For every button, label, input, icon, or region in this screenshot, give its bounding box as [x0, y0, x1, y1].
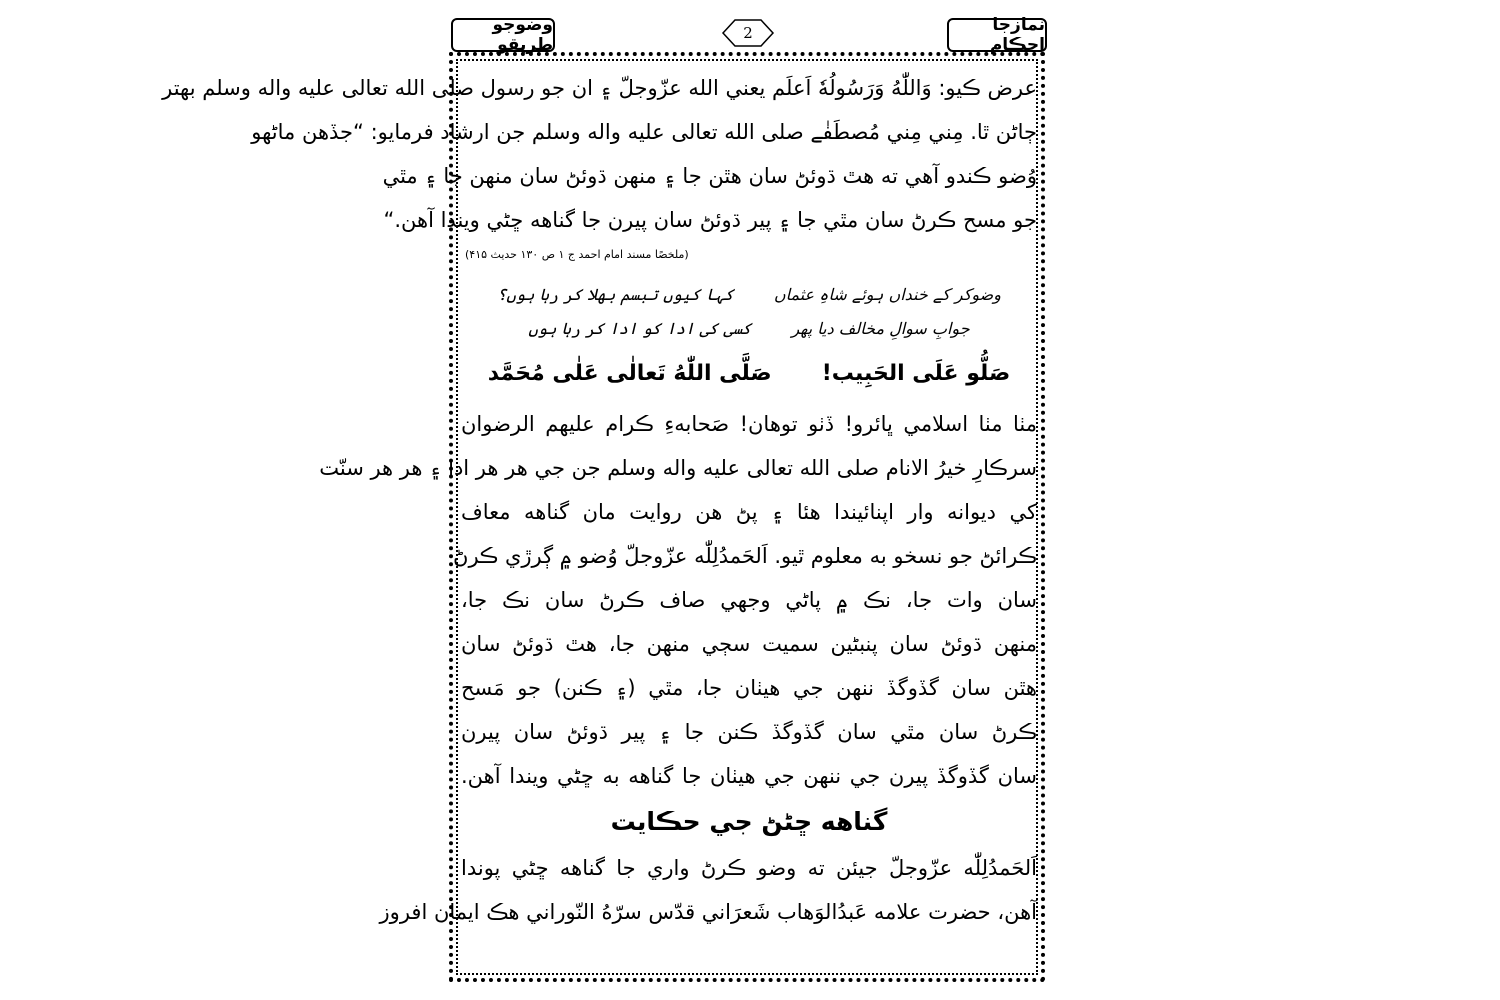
book-title-box: [947, 15, 1047, 55]
page-text: [162, 66, 1037, 934]
poem-misra-left: کسی کی ادا کو ادا کر رہا ہوں: [528, 319, 752, 338]
chapter-title-box: [451, 15, 555, 55]
hadith-reference: (ملخصًا مسند امام احمد ج ۱ ص ۱۳۰ حديث ۴۱۵): [465, 248, 689, 261]
chapter-title: وضوجو طريقو: [492, 15, 553, 55]
text-line: اَلحَمدُلِلّٰه عزّوجلّ جيئن ته وضو ڪرڻ واري جا گناهه ڇڻي پوندا: [461, 856, 1037, 880]
text-line: جو مسح ڪرڻ سان مٿي جا ۽ پير ڌوئڻ سان پيرن جا گناهه ڇڻي ويندا آهن.“: [383, 208, 1037, 232]
text-line: ڪرائڻ جو نسخو به معلوم ٿيو. اَلحَمدُلِلّٰه عزّوجلّ وُضو ۾ ڳرڙي ڪرڻ: [453, 544, 1037, 568]
text-line: سرڪارِ خيرُ الانام صلى الله تعالى عليه واله وسلم جن جي هر هر ادا ۽ هر هر سنّت: [319, 456, 1037, 480]
poem-couplet: [461, 312, 1037, 346]
text-line: کي ديوانه وار اپنائيندا هئا ۽ پڻ هن روايت مان گناهه معاف: [461, 500, 1037, 524]
text-line: هٿن سان گڏوگڏ ننهن جي هيٺان جا، مٿي (۽ ڪنن) جو مَسح: [461, 676, 1037, 700]
page-number: 2: [743, 24, 753, 42]
text-line: وُضو ڪندو آهي ته هٿ ڌوئڻ سان هٿن جا ۽ منهن ڌوئڻ سان منهن جا ۽ مٿي: [382, 164, 1037, 188]
text-line: منهن ڌوئڻ سان پنبڻين سميت سڄي منهن جا، هٿ ڌوئڻ سان: [461, 632, 1037, 656]
durood-line: [461, 346, 1037, 402]
poem-misra-right: وضوکر کے خنداں ہوئے شاہِ عثماں: [773, 285, 1001, 304]
text-line: سان وات جا، نڪ ۾ پاڻي وجهي صاف ڪرڻ سان نڪ جا،: [461, 588, 1037, 612]
poem-misra-left: کہا کیوں تبسم بھلا کر رہا ہوں؟: [497, 285, 734, 304]
page-number-badge: [721, 16, 775, 50]
durood-response: صَلَّی اللّٰهُ تَعالٰی عَلٰی مُحَمَّد: [487, 361, 772, 386]
book-page: [162, 12, 1053, 986]
section-heading: گناهه ڇڻڻ جي حڪايت: [610, 807, 888, 836]
text-line: سان گڏوگڏ پيرن جي ننهن جي هيٺان جا گناهه به ڇڻي ويندا آهن.: [461, 764, 1037, 788]
durood-call: صَلُّو عَلَی الحَبِيب!: [821, 361, 1011, 386]
text-line: مٺا مٺا اسلامي ڀائرو! ڏٺو توهان! صَحابهءِ ڪرام عليهم الرضوان: [461, 412, 1037, 436]
poem-couplet: [461, 278, 1037, 312]
poem-misra-right: جوابِ سوالِ مخالف دیا پھر: [791, 319, 970, 338]
text-line: عرض ڪيو: وَاللّٰهُ وَرَسُولُهٗ اَعلَم يعني الله عزّوجلّ ۽ ان جو رسول صلى الله تعالى عليه واله وسلم بهتر: [162, 76, 1037, 100]
book-title: نمازجا احڪام: [989, 15, 1045, 55]
text-line: آهن، حضرت علامه عَبدُالوَهاب شَعرَاني قدّس سرّهُ النّوراني هڪ ايمان افروز: [379, 900, 1037, 924]
text-line: ڄاڻن ٿا. مِني مِني مُصطَفٰے صلى الله تعالى عليه واله وسلم جن ارشاد فرمايو: “جڏهن ماڻهو: [251, 120, 1037, 144]
text-line: ڪرڻ سان مٿي سان گڏوگڏ ڪنن جا ۽ پير ڌوئڻ سان پيرن: [461, 720, 1037, 744]
